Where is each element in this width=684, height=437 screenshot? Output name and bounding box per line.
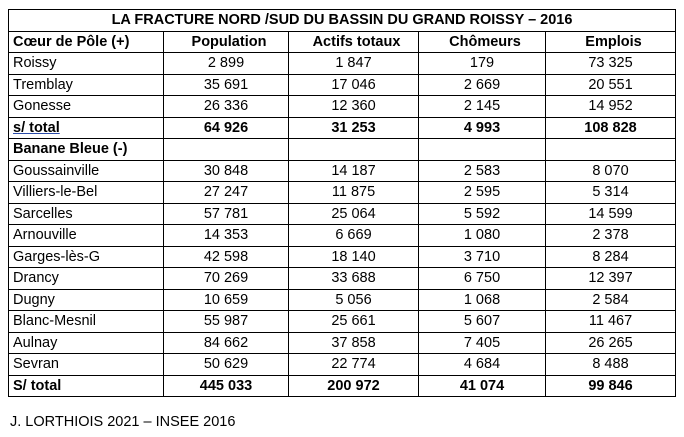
header-cell-chomeurs: Chômeurs: [419, 31, 546, 53]
subtotal-chomeurs: 4 993: [419, 117, 546, 139]
total-emplois: 99 846: [546, 375, 676, 397]
commune-name: Arnouville: [9, 225, 164, 247]
emplois-value: 11 467: [546, 311, 676, 333]
subtotal-actifs: 31 253: [289, 117, 419, 139]
commune-name: Dugny: [9, 289, 164, 311]
actifs-value: 5 056: [289, 289, 419, 311]
chomeurs-value: 5 592: [419, 203, 546, 225]
population-value: 14 353: [164, 225, 289, 247]
header-cell-population: Population: [164, 31, 289, 53]
header-row: [9, 31, 676, 53]
population-value: 2 899: [164, 53, 289, 75]
table-row: [9, 203, 676, 225]
population-value: 10 659: [164, 289, 289, 311]
table-row: [9, 74, 676, 96]
table-row: [9, 268, 676, 290]
chomeurs-value: 1 080: [419, 225, 546, 247]
population-value: 30 848: [164, 160, 289, 182]
emplois-value: 14 599: [546, 203, 676, 225]
emplois-value: 73 325: [546, 53, 676, 75]
chomeurs-value: 1 068: [419, 289, 546, 311]
title-row: [9, 10, 676, 32]
table-row: [9, 354, 676, 376]
chomeurs-value: 4 684: [419, 354, 546, 376]
table-body: [9, 10, 676, 397]
commune-name: Sevran: [9, 354, 164, 376]
header-cell-actifs: Actifs totaux: [289, 31, 419, 53]
actifs-value: 18 140: [289, 246, 419, 268]
table-row: [9, 96, 676, 118]
actifs-value: 25 661: [289, 311, 419, 333]
population-value: 42 598: [164, 246, 289, 268]
actifs-value: 14 187: [289, 160, 419, 182]
population-value: 70 269: [164, 268, 289, 290]
emplois-value: 14 952: [546, 96, 676, 118]
actifs-value: 25 064: [289, 203, 419, 225]
table-row: [9, 160, 676, 182]
emplois-value: 2 584: [546, 289, 676, 311]
emplois-value: 26 265: [546, 332, 676, 354]
total-label: S/ total: [9, 375, 164, 397]
actifs-value: 12 360: [289, 96, 419, 118]
section-label: Banane Bleue (-): [9, 139, 164, 161]
emplois-value: 20 551: [546, 74, 676, 96]
commune-name: Garges-lès-G: [9, 246, 164, 268]
emplois-value: 12 397: [546, 268, 676, 290]
table-row: [9, 53, 676, 75]
actifs-value: 17 046: [289, 74, 419, 96]
subtotal-label: s/ total: [9, 117, 164, 139]
section-header-row: [9, 139, 676, 161]
total-population: 445 033: [164, 375, 289, 397]
chomeurs-value: 3 710: [419, 246, 546, 268]
population-value: 35 691: [164, 74, 289, 96]
actifs-value: 11 875: [289, 182, 419, 204]
population-value: 55 987: [164, 311, 289, 333]
subtotal-population: 64 926: [164, 117, 289, 139]
chomeurs-value: 179: [419, 53, 546, 75]
commune-name: Drancy: [9, 268, 164, 290]
commune-name: Goussainville: [9, 160, 164, 182]
emplois-value: 2 378: [546, 225, 676, 247]
data-table: [8, 9, 676, 397]
commune-name: Roissy: [9, 53, 164, 75]
table-row: [9, 332, 676, 354]
total-chomeurs: 41 074: [419, 375, 546, 397]
population-value: 50 629: [164, 354, 289, 376]
header-cell-commune: Cœur de Pôle (+): [9, 31, 164, 53]
empty-cell: [419, 139, 546, 161]
chomeurs-value: 7 405: [419, 332, 546, 354]
chomeurs-value: 2 583: [419, 160, 546, 182]
total-actifs: 200 972: [289, 375, 419, 397]
emplois-value: 8 488: [546, 354, 676, 376]
chomeurs-value: 2 145: [419, 96, 546, 118]
chomeurs-value: 2 669: [419, 74, 546, 96]
population-value: 57 781: [164, 203, 289, 225]
emplois-value: 8 284: [546, 246, 676, 268]
population-value: 26 336: [164, 96, 289, 118]
subtotal-emplois: 108 828: [546, 117, 676, 139]
emplois-value: 8 070: [546, 160, 676, 182]
table-row: [9, 311, 676, 333]
population-value: 84 662: [164, 332, 289, 354]
commune-name: Aulnay: [9, 332, 164, 354]
source-caption: J. LORTHIOIS 2021 – INSEE 2016: [10, 414, 236, 430]
empty-cell: [164, 139, 289, 161]
chomeurs-value: 5 607: [419, 311, 546, 333]
header-cell-emplois: Emplois: [546, 31, 676, 53]
chomeurs-value: 6 750: [419, 268, 546, 290]
actifs-value: 1 847: [289, 53, 419, 75]
population-value: 27 247: [164, 182, 289, 204]
actifs-value: 22 774: [289, 354, 419, 376]
actifs-value: 6 669: [289, 225, 419, 247]
chomeurs-value: 2 595: [419, 182, 546, 204]
commune-name: Villiers-le-Bel: [9, 182, 164, 204]
total-row: [9, 375, 676, 397]
actifs-value: 33 688: [289, 268, 419, 290]
commune-name: Tremblay: [9, 74, 164, 96]
empty-cell: [546, 139, 676, 161]
subtotal-row: [9, 117, 676, 139]
commune-name: Gonesse: [9, 96, 164, 118]
table-row: [9, 246, 676, 268]
commune-name: Sarcelles: [9, 203, 164, 225]
table-title: LA FRACTURE NORD /SUD DU BASSIN DU GRAND ROISSY – 2016: [9, 10, 676, 32]
table-row: [9, 289, 676, 311]
commune-name: Blanc-Mesnil: [9, 311, 164, 333]
emplois-value: 5 314: [546, 182, 676, 204]
actifs-value: 37 858: [289, 332, 419, 354]
empty-cell: [289, 139, 419, 161]
table-row: [9, 182, 676, 204]
table-row: [9, 225, 676, 247]
